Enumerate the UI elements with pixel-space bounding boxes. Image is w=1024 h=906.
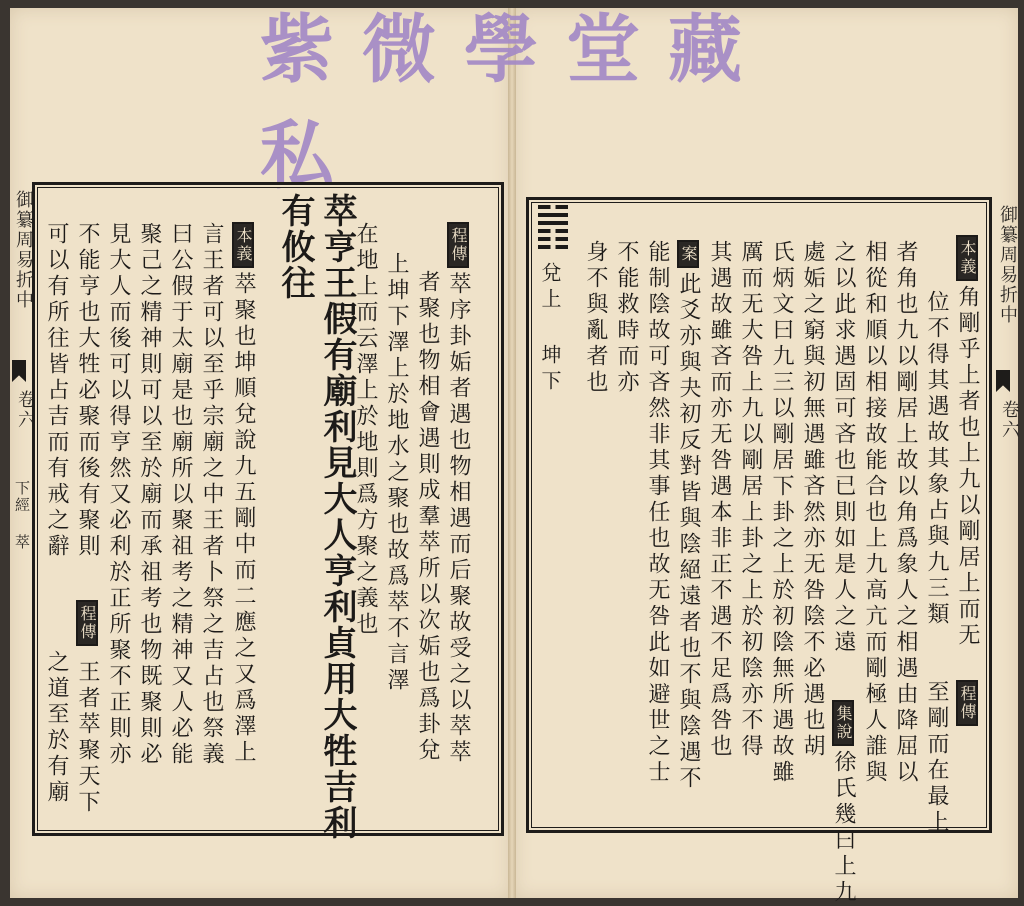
left-benyi-column-4 [138,222,160,768]
left-benyi-column-7 [45,222,67,560]
right-benyi-column-2 [925,290,947,628]
hexagram-line [538,205,568,209]
right-margin-volume: 卷六 [999,400,1020,440]
right-an-column-1 [677,240,699,792]
left-cheng2-column-3 [45,650,67,806]
right-benyi-text-2: 位不得其遇故其象占與九三類 [924,290,949,628]
jishuo-text-1: 徐氏幾曰上九 [831,750,856,906]
left-cheng-column-2 [416,270,438,764]
left-benyi-column-3 [169,222,191,768]
jishuo-text-3: 氏炳文曰九三以剛居下卦之上於初陰無所遇故雖 [769,240,794,786]
right-jishuo-column-3 [770,240,792,786]
right-cheng-text-1: 至剛而在最上 [924,680,949,836]
classic-text-column-2 [275,193,315,301]
right-cheng-label: 程傳 [956,680,978,726]
right-cheng-column-4 [863,240,885,786]
an-text-4: 身不與亂者也 [583,240,608,396]
benyi-text-1: 萃聚也坤順兌說九五剛中而二應之又爲澤上 [231,272,256,766]
collector-stamp [260,7,780,199]
cheng-text-1: 萃序卦姤者遇也物相遇而后聚故受之以萃萃 [446,272,471,766]
right-jishuo-column-5 [708,240,730,760]
right-cheng-column-2 [925,680,947,836]
left-margin-section: 下經 萃 [13,480,31,551]
left-cheng-column-4 [354,222,376,638]
right-benyi-column-1 [956,235,978,649]
an-text-3: 不能救時而亦 [614,240,639,396]
right-an-column-2 [646,240,668,786]
cheng2-label: 程傳 [76,600,98,646]
benyi-text-3: 曰公假于太廟是也廟所以聚祖考之精神又人必能 [168,222,193,768]
an-text-2: 能制陰故可吝然非其事任也故无咎此如避世之士 [645,240,670,786]
an-label: 案 [677,240,699,268]
hexagram-line [538,237,568,241]
right-cheng-text-3: 相從和順以相接故能合也上九高亢而剛極人誰與 [862,240,887,786]
left-margin-volume: 卷六 [15,390,36,430]
cheng-text-3: 上坤下澤上於地水之聚也故爲萃不言澤 [384,252,409,694]
right-jishuo-column-1 [832,700,854,906]
hexagram-line [538,221,568,225]
right-benyi-label: 本義 [956,235,978,281]
benyi-text-4: 聚己之精神則可以至於廟而承祖考也物既聚則必 [137,222,162,768]
right-jishuo-column-4 [739,240,761,760]
classic-text-column-1 [317,193,357,841]
right-cheng-text-2: 者角也九以剛居上故以角爲象人之相遇由降屈以 [893,240,918,786]
stamp-text: 紫微學堂藏私 [260,7,770,199]
right-an-column-3 [615,240,637,396]
hexagram-line [538,245,568,249]
jishuo-label: 集說 [832,700,854,746]
benyi-label: 本義 [232,222,254,268]
left-benyi-column-6 [76,222,98,560]
left-benyi-column-2 [200,222,222,768]
hexagram-line [538,229,568,233]
benyi-text-7: 可以有所往皆占吉而有戒之辭 [44,222,69,560]
left-cheng2-column-1 [76,600,98,650]
left-cheng-column-3 [385,252,407,694]
hexagram-cui [538,205,568,253]
right-cheng-column-3 [894,240,916,786]
right-cheng-column-1 [956,680,978,730]
right-margin-title: 御纂周易折中 [997,205,1018,325]
right-jishuo-column-2 [801,240,823,760]
right-cheng-text-4: 之以此求遇固可吝也已則如是人之遠 [831,240,856,656]
cheng2-text-1: 王者萃聚天下 [75,660,100,816]
right-an-column-4 [584,240,606,396]
left-benyi-column-1 [232,222,254,766]
left-cheng2-column-2 [76,660,98,816]
classic-text-1: 萃亨王假有廟利見大人亨利貞用大牲吉利 [317,193,357,841]
benyi-text-5: 見大人而後可以得亨然又必利於正所聚不正則亦 [106,222,131,768]
left-benyi-column-5 [107,222,129,768]
benyi-text-2: 言王者可以至乎宗廟之中王者卜祭之吉占也祭義 [199,222,224,768]
jishuo-text-5: 其遇故雖吝而亦无咎遇本非正不遇不足爲咎也 [707,240,732,760]
jishuo-text-4: 厲而无大咎上九以剛居上卦之上於初陰亦不得 [738,240,763,760]
hexagram-caption [540,262,560,396]
cheng-label: 程傳 [447,222,469,268]
left-cheng-column [447,222,469,766]
cheng2-text-2: 之道至於有廟 [44,650,69,806]
right-cheng-column-5 [832,240,854,656]
cheng-text-2: 者聚也物相會遇則成羣萃所以次姤也爲卦兌 [415,270,440,764]
jishuo-text-2: 處姤之窮與初無遇雖吝然亦无咎陰不必遇也胡 [800,240,825,760]
benyi-text-6: 不能亨也大牲必聚而後有聚則 [75,222,100,560]
cheng-text-4: 在地上而云澤上於地則爲方聚之義也 [353,222,378,638]
hexagram-caption-text: 兌上 坤下 [538,262,562,396]
an-text-1: 此爻亦與夬初反對皆與陰絕遠者也不與陰遇不 [676,272,701,792]
right-benyi-text-1: 角剛乎上者也上九以剛居上而无 [955,285,980,649]
classic-text-2: 有攸往 [275,193,315,301]
hexagram-line [538,213,568,217]
left-margin-title: 御纂周易折中 [13,190,34,310]
